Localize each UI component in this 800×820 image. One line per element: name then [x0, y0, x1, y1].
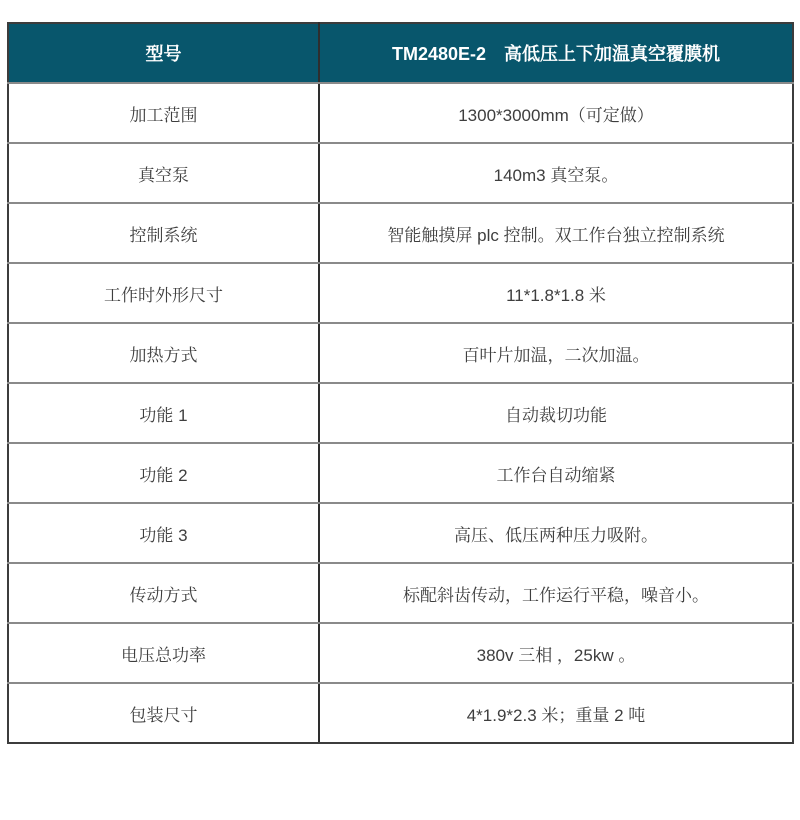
table-row [8, 263, 793, 323]
table-row [8, 83, 793, 143]
table-row [8, 623, 793, 683]
spec-value: 140m3 真空泵。 [319, 143, 793, 203]
spec-label: 电压总功率 [8, 623, 319, 683]
spec-label: 工作时外形尺寸 [8, 263, 319, 323]
header-model-label: 型号 [8, 23, 319, 83]
table-row [8, 323, 793, 383]
spec-value: 自动裁切功能 [319, 383, 793, 443]
spec-value: 4*1.9*2.3 米；重量 2 吨 [319, 683, 793, 743]
spec-value: 高压、低压两种压力吸附。 [319, 503, 793, 563]
table-row [8, 683, 793, 743]
spec-label: 加热方式 [8, 323, 319, 383]
spec-value: 智能触摸屏 plc 控制。双工作台独立控制系统 [319, 203, 793, 263]
spec-value: 百叶片加温，二次加温。 [319, 323, 793, 383]
table-header-row [8, 23, 793, 83]
spec-label: 功能 1 [8, 383, 319, 443]
spec-label: 控制系统 [8, 203, 319, 263]
table-row [8, 383, 793, 443]
spec-label: 加工范围 [8, 83, 319, 143]
table-row [8, 143, 793, 203]
spec-value: 工作台自动缩紧 [319, 443, 793, 503]
spec-label: 功能 2 [8, 443, 319, 503]
spec-value: 380v 三相 ，25kw 。 [319, 623, 793, 683]
table-row [8, 563, 793, 623]
spec-label: 功能 3 [8, 503, 319, 563]
table-row [8, 443, 793, 503]
spec-label: 包装尺寸 [8, 683, 319, 743]
spec-label: 传动方式 [8, 563, 319, 623]
table-row [8, 503, 793, 563]
spec-table [7, 22, 794, 744]
table-row [8, 203, 793, 263]
header-model-value: TM2480E-2 高低压上下加温真空覆膜机 [319, 23, 793, 83]
spec-value: 11*1.8*1.8 米 [319, 263, 793, 323]
spec-value: 标配斜齿传动，工作运行平稳，噪音小。 [319, 563, 793, 623]
spec-value: 1300*3000mm（可定做） [319, 83, 793, 143]
spec-label: 真空泵 [8, 143, 319, 203]
